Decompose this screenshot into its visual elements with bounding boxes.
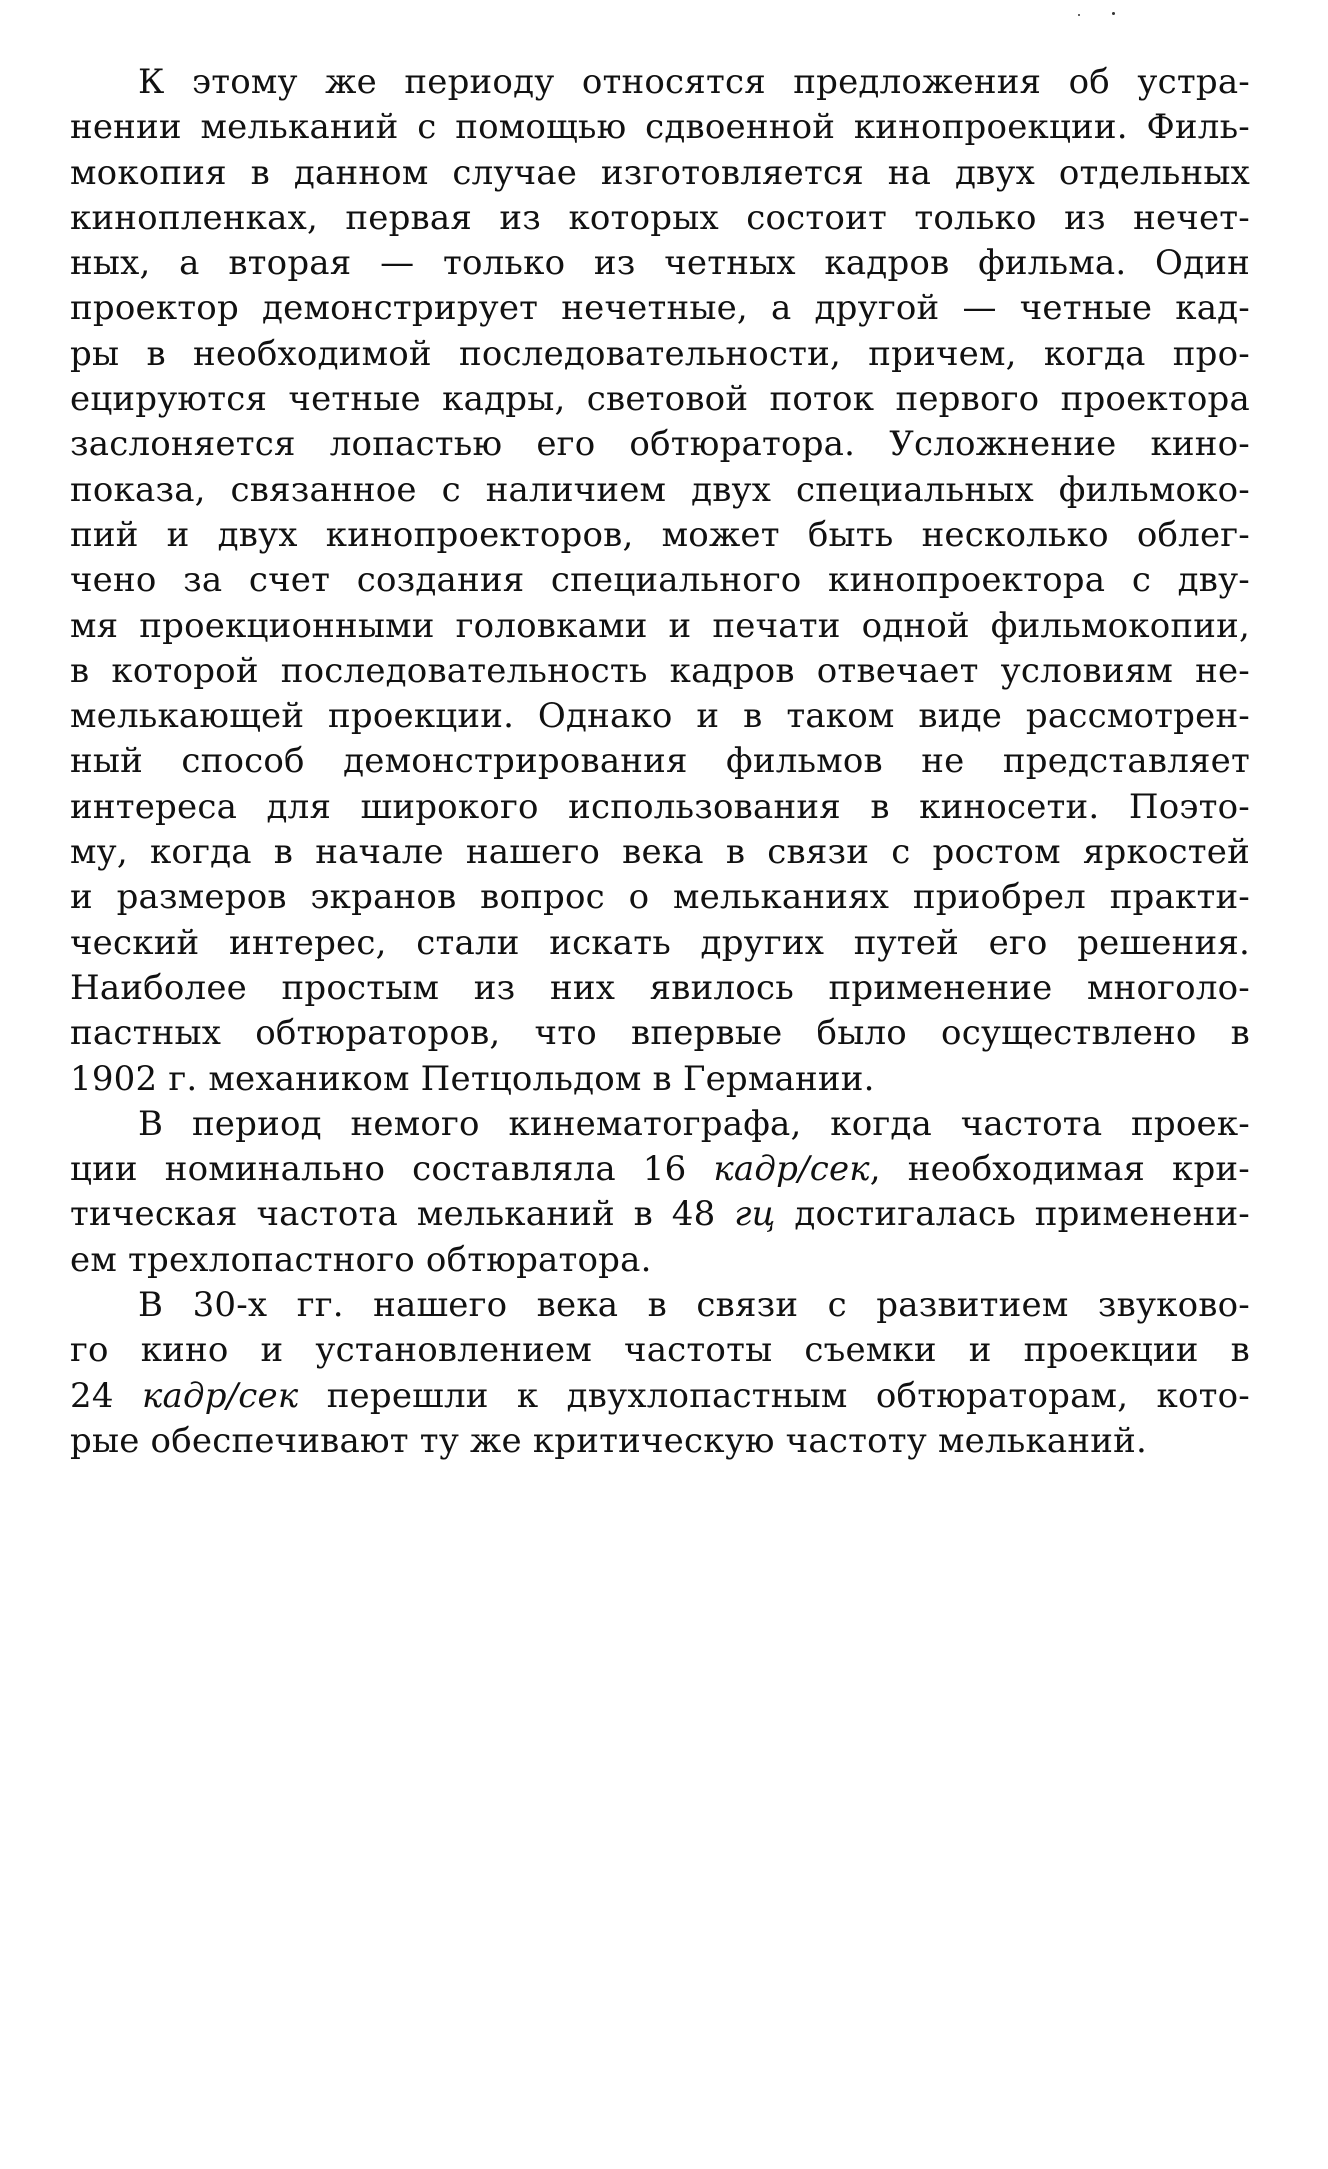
text-line: ный способ демонстрирования фильмов не представляет [70, 741, 1250, 782]
italic-unit: кадр/сек [713, 1149, 870, 1190]
paragraph-3 [70, 1283, 1250, 1464]
text-line: нении мельканий с помощью сдвоенной кинопроекции. Филь- [70, 107, 1250, 148]
scan-speck [1078, 14, 1080, 16]
text-line: интереса для широкого использования в киносети. Поэто- [70, 786, 1250, 827]
text-line: в которой последовательность кадров отвечает условиям не- [70, 650, 1250, 691]
text-line: заслоняется лопастью его обтюратора. Усложнение кино- [70, 424, 1250, 465]
italic-unit: гц [734, 1194, 776, 1235]
text-line: В 30-х гг. нашего века в связи с развитием звуково- [138, 1285, 1250, 1326]
paragraph-1 [70, 60, 1250, 1102]
text-line: го кино и установлением частоты съемки и проекции в [70, 1330, 1250, 1371]
text-line: му, когда в начале нашего века в связи с ростом яркостей [70, 832, 1250, 873]
text-line: кинопленках, первая из которых состоит только из нечет- [70, 197, 1250, 238]
text-line: чено за счет создания специального кинопроектора с дву- [70, 560, 1250, 601]
scan-speck [1112, 12, 1115, 15]
text-line: ческий интерес, стали искать других путей его решения. [70, 922, 1250, 963]
text-line: показа, связанное с наличием двух специальных фильмоко- [70, 469, 1250, 510]
text-line: пастных обтюраторов, что впервые было осуществлено в [70, 1013, 1250, 1054]
page-body [70, 60, 1250, 1464]
text-line: мокопия в данном случае изготовляется на двух отдельных [70, 152, 1250, 193]
text-line: ецируются четные кадры, световой поток первого проектора [70, 379, 1250, 420]
text-line: и размеров экранов вопрос о мельканиях приобрел практи- [70, 877, 1250, 918]
italic-unit: кадр/сек [141, 1375, 299, 1416]
text-line: ных, а вторая — только из четных кадров фильма. Один [70, 243, 1250, 284]
text-line: ем трехлопастного обтюратора. [70, 1239, 652, 1280]
text-line: проектор демонстрирует нечетные, а другой — четные кад- [70, 288, 1250, 329]
text-line: ции номинально составляла 16 кадр/сек, необходимая кри- [70, 1149, 1250, 1190]
text-line: мелькающей проекции. Однако и в таком виде рассмотрен- [70, 696, 1250, 737]
text-line: Наиболее простым из них явилось применение многоло- [70, 967, 1250, 1008]
text-line: мя проекционными головками и печати одной фильмокопии, [70, 605, 1250, 646]
text-line: К этому же периоду относятся предложения об устра- [138, 62, 1250, 102]
text-line: В период немого кинематографа, когда частота проек- [138, 1103, 1250, 1144]
paragraph-2 [70, 1102, 1250, 1283]
text-line: пий и двух кинопроекторов, может быть несколько облег- [70, 514, 1250, 555]
text-line: тическая частота мельканий в 48 гц достигалась применени- [70, 1194, 1250, 1235]
text-line: рые обеспечивают ту же критическую частоту мельканий. [70, 1420, 1147, 1461]
text-line: 1902 г. механиком Петцольдом в Германии. [70, 1058, 875, 1099]
text-line: ры в необходимой последовательности, причем, когда про- [70, 333, 1250, 374]
text-line: 24 кадр/сек перешли к двухлопастным обтюраторам, кото- [70, 1375, 1250, 1416]
